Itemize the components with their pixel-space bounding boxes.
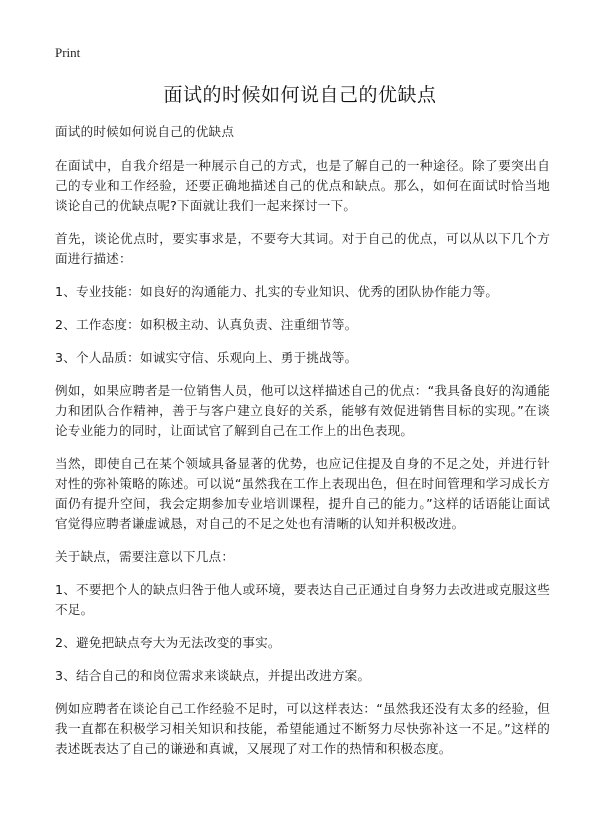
list-item-strength-3: 3、个人品质：如诚实守信、乐观向上、勇于挑战等。 bbox=[55, 350, 358, 365]
paragraph-weakness-example: 例如应聘者在谈论自己工作经验不足时，可以这样表达：“虽然我还没有太多的经验，但我一直都在积极学习相关知识和技能，希望能通过不断努力尽快弥补这一不足。”这样的表述既表达了自己的谦逊和真诚，又展现了对工作的热情和积极态度。 bbox=[55, 701, 550, 756]
paragraph-strengths-intro: 首先，谈论优点时，要实事求是，不要夸大其词。对于自己的优点，可以从以下几个方面进行描述： bbox=[55, 231, 550, 266]
paragraph-balance: 当然，即使自己在某个领域具备显著的优势，也应记住提及自身的不足之处，并进行针对性的弥补策略的陈述。可以说“虽然我在工作上表现出色，但在时间管理和学习成长方面仍有提升空间，我会定期参加专业培训课程，提升自己的能力。”这样的话语能让面试官觉得应聘者谦虚诚恳，对自己的不足之处也有清晰的认知并积极改进。 bbox=[55, 456, 550, 531]
paragraph-strength-example: 例如，如果应聘者是一位销售人员，他可以这样描述自己的优点：“我具备良好的沟通能力和团队合作精神，善于与客户建立良好的关系，能够有效促进销售目标的实现。”在谈论专业能力的同时，让面试官了解到自己在工作上的出色表现。 bbox=[55, 383, 550, 438]
list-item-strength-1: 1、专业技能：如良好的沟通能力、扎实的专业知识、优秀的团队协作能力等。 bbox=[55, 284, 499, 299]
document-subtitle: 面试的时候如何说自己的优缺点 bbox=[55, 124, 235, 139]
list-item-weakness-3: 3、结合自己的和岗位需求来谈缺点，并提出改进方案。 bbox=[55, 668, 371, 683]
paragraph-weaknesses-intro: 关于缺点，需要注意以下几点： bbox=[55, 549, 235, 564]
paragraph-intro: 在面试中，自我介绍是一种展示自己的方式，也是了解自己的一种途径。除了要突出自己的专业和工作经验，还要正确地描述自己的优点和缺点。那么，如何在面试时恰当地谈论自己的优缺点呢?下面就让我们一起来探讨一下。 bbox=[55, 158, 550, 213]
print-link[interactable]: Print bbox=[55, 45, 81, 60]
list-item-weakness-2: 2、避免把缺点夸大为无法改变的事实。 bbox=[55, 635, 281, 650]
document-body bbox=[55, 122, 550, 772]
list-item-strength-2: 2、工作态度：如积极主动、认真负责、注重细节等。 bbox=[55, 317, 358, 332]
list-item-weakness-1: 1、不要把个人的缺点归咎于他人或环境，要表达自己正通过自身努力去改进或克服这些不足。 bbox=[55, 582, 550, 617]
document-title: 面试的时候如何说自己的优缺点 bbox=[163, 84, 437, 106]
